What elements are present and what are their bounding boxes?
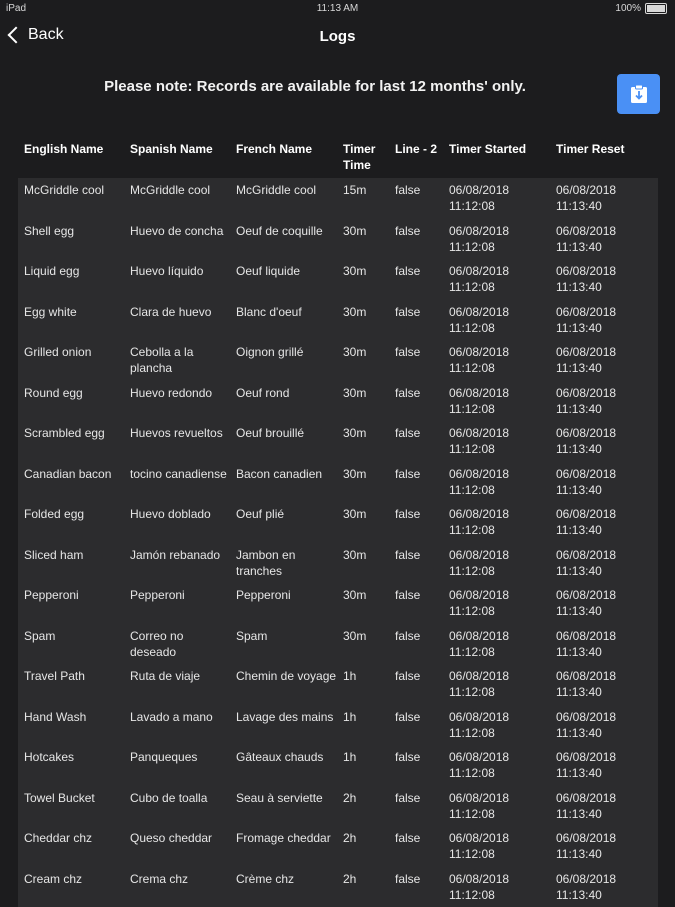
- timer-started-cell: 06/08/2018 11:12:08: [443, 664, 550, 705]
- spanish-name-cell: Crema chz: [124, 867, 230, 907]
- timer-started-header: Timer Started: [443, 138, 550, 178]
- line-2-cell: false: [389, 543, 443, 584]
- french-name-cell: Oignon grillé: [230, 340, 337, 381]
- line-2-cell: false: [389, 867, 443, 907]
- spanish-name-cell: Pepperoni: [124, 583, 230, 624]
- timer-reset-cell: 06/08/2018 11:13:40: [550, 705, 658, 746]
- timer-time-cell: 30m: [337, 502, 389, 543]
- device-label: iPad: [6, 3, 26, 14]
- spanish-name-header: Spanish Name: [124, 138, 230, 178]
- table-row: [18, 259, 658, 300]
- timer-reset-cell: 06/08/2018 11:13:40: [550, 300, 658, 341]
- table-row: [18, 381, 658, 422]
- line-2-cell: false: [389, 300, 443, 341]
- timer-reset-cell: 06/08/2018 11:13:40: [550, 664, 658, 705]
- timer-time-cell: 30m: [337, 340, 389, 381]
- battery-icon: [645, 3, 667, 14]
- timer-reset-cell: 06/08/2018 11:13:40: [550, 462, 658, 503]
- timer-time-cell: 30m: [337, 259, 389, 300]
- table-row: [18, 340, 658, 381]
- timer-time-cell: 30m: [337, 462, 389, 503]
- timer-reset-cell: 06/08/2018 11:13:40: [550, 502, 658, 543]
- english-name-cell: Scrambled egg: [18, 421, 124, 462]
- english-name-cell: Grilled onion: [18, 340, 124, 381]
- timer-time-cell: 15m: [337, 178, 389, 219]
- status-bar: [0, 0, 675, 18]
- status-time: 11:13 AM: [0, 3, 675, 14]
- timer-time-header: Timer Time: [337, 138, 389, 178]
- english-name-cell: Cheddar chz: [18, 826, 124, 867]
- timer-time-cell: 30m: [337, 381, 389, 422]
- timer-time-cell: 2h: [337, 786, 389, 827]
- timer-started-cell: 06/08/2018 11:12:08: [443, 300, 550, 341]
- timer-reset-cell: 06/08/2018 11:13:40: [550, 826, 658, 867]
- spanish-name-cell: Huevos revueltos: [124, 421, 230, 462]
- spanish-name-cell: Cubo de toalla: [124, 786, 230, 827]
- line-2-cell: false: [389, 705, 443, 746]
- french-name-cell: Spam: [230, 624, 337, 665]
- english-name-cell: Hotcakes: [18, 745, 124, 786]
- timer-started-cell: 06/08/2018 11:12:08: [443, 745, 550, 786]
- french-name-cell: Crème chz: [230, 867, 337, 907]
- timer-reset-cell: 06/08/2018 11:13:40: [550, 219, 658, 260]
- timer-started-cell: 06/08/2018 11:12:08: [443, 381, 550, 422]
- navigation-bar: [0, 18, 675, 58]
- line-2-cell: false: [389, 178, 443, 219]
- french-name-cell: Oeuf de coquille: [230, 219, 337, 260]
- english-name-cell: McGriddle cool: [18, 178, 124, 219]
- timer-reset-cell: 06/08/2018 11:13:40: [550, 340, 658, 381]
- table-row: [18, 745, 658, 786]
- spanish-name-cell: Jamón rebanado: [124, 543, 230, 584]
- timer-started-cell: 06/08/2018 11:12:08: [443, 786, 550, 827]
- english-name-cell: Sliced ham: [18, 543, 124, 584]
- timer-started-cell: 06/08/2018 11:12:08: [443, 219, 550, 260]
- timer-started-cell: 06/08/2018 11:12:08: [443, 502, 550, 543]
- timer-time-cell: 1h: [337, 705, 389, 746]
- spanish-name-cell: McGriddle cool: [124, 178, 230, 219]
- timer-started-cell: 06/08/2018 11:12:08: [443, 178, 550, 219]
- line-2-cell: false: [389, 826, 443, 867]
- timer-time-cell: 30m: [337, 219, 389, 260]
- english-name-header: English Name: [18, 138, 124, 178]
- status-right: [615, 3, 667, 14]
- line-2-cell: false: [389, 624, 443, 665]
- english-name-cell: Folded egg: [18, 502, 124, 543]
- french-name-cell: Oeuf plié: [230, 502, 337, 543]
- line-2-cell: false: [389, 340, 443, 381]
- english-name-cell: Canadian bacon: [18, 462, 124, 503]
- timer-time-cell: 30m: [337, 300, 389, 341]
- spanish-name-cell: Queso cheddar: [124, 826, 230, 867]
- french-name-header: French Name: [230, 138, 337, 178]
- french-name-cell: Oeuf liquide: [230, 259, 337, 300]
- table-row: [18, 867, 658, 907]
- timer-reset-cell: 06/08/2018 11:13:40: [550, 259, 658, 300]
- french-name-cell: Pepperoni: [230, 583, 337, 624]
- english-name-cell: Egg white: [18, 300, 124, 341]
- records-note: Please note: Records are available for last 12 months' only.: [0, 78, 630, 95]
- table-row: [18, 462, 658, 503]
- timer-started-cell: 06/08/2018 11:12:08: [443, 867, 550, 907]
- timer-started-cell: 06/08/2018 11:12:08: [443, 543, 550, 584]
- timer-time-cell: 30m: [337, 421, 389, 462]
- spanish-name-cell: Ruta de viaje: [124, 664, 230, 705]
- spanish-name-cell: Huevo líquido: [124, 259, 230, 300]
- english-name-cell: Pepperoni: [18, 583, 124, 624]
- line-2-cell: false: [389, 664, 443, 705]
- french-name-cell: Lavage des mains: [230, 705, 337, 746]
- table-row: [18, 421, 658, 462]
- french-name-cell: Oeuf brouillé: [230, 421, 337, 462]
- line-2-cell: false: [389, 583, 443, 624]
- spanish-name-cell: Huevo redondo: [124, 381, 230, 422]
- english-name-cell: Liquid egg: [18, 259, 124, 300]
- table-row: [18, 624, 658, 665]
- english-name-cell: Round egg: [18, 381, 124, 422]
- french-name-cell: Chemin de voyage: [230, 664, 337, 705]
- spanish-name-cell: Panqueques: [124, 745, 230, 786]
- battery-percent: 100%: [615, 3, 641, 14]
- table-row: [18, 502, 658, 543]
- line-2-cell: false: [389, 462, 443, 503]
- line-2-cell: false: [389, 502, 443, 543]
- timer-started-cell: 06/08/2018 11:12:08: [443, 462, 550, 503]
- table-row: [18, 543, 658, 584]
- line-2-cell: false: [389, 745, 443, 786]
- timer-started-cell: 06/08/2018 11:12:08: [443, 421, 550, 462]
- timer-started-cell: 06/08/2018 11:12:08: [443, 259, 550, 300]
- line-2-cell: false: [389, 381, 443, 422]
- line-2-cell: false: [389, 219, 443, 260]
- logs-table-container[interactable]: [18, 138, 658, 907]
- french-name-cell: Blanc d'oeuf: [230, 300, 337, 341]
- timer-reset-cell: 06/08/2018 11:13:40: [550, 543, 658, 584]
- timer-started-cell: 06/08/2018 11:12:08: [443, 624, 550, 665]
- english-name-cell: Towel Bucket: [18, 786, 124, 827]
- line-2-cell: false: [389, 259, 443, 300]
- spanish-name-cell: Correo no deseado: [124, 624, 230, 665]
- timer-reset-cell: 06/08/2018 11:13:40: [550, 745, 658, 786]
- spanish-name-cell: tocino canadiense: [124, 462, 230, 503]
- timer-time-cell: 2h: [337, 826, 389, 867]
- spanish-name-cell: Cebolla a la plancha: [124, 340, 230, 381]
- timer-time-cell: 30m: [337, 624, 389, 665]
- timer-reset-cell: 06/08/2018 11:13:40: [550, 178, 658, 219]
- french-name-cell: McGriddle cool: [230, 178, 337, 219]
- timer-reset-cell: 06/08/2018 11:13:40: [550, 381, 658, 422]
- table-header-row: [18, 138, 658, 178]
- timer-time-cell: 2h: [337, 867, 389, 907]
- french-name-cell: Jambon en tranches: [230, 543, 337, 584]
- timer-reset-cell: 06/08/2018 11:13:40: [550, 624, 658, 665]
- table-row: [18, 583, 658, 624]
- french-name-cell: Oeuf rond: [230, 381, 337, 422]
- spanish-name-cell: Lavado a mano: [124, 705, 230, 746]
- table-row: [18, 300, 658, 341]
- back-label: Back: [28, 26, 64, 44]
- clipboard-download-icon: [630, 84, 648, 104]
- english-name-cell: Travel Path: [18, 664, 124, 705]
- spanish-name-cell: Clara de huevo: [124, 300, 230, 341]
- timer-reset-cell: 06/08/2018 11:13:40: [550, 786, 658, 827]
- timer-reset-cell: 06/08/2018 11:13:40: [550, 583, 658, 624]
- timer-reset-cell: 06/08/2018 11:13:40: [550, 867, 658, 907]
- timer-reset-header: Timer Reset: [550, 138, 658, 178]
- french-name-cell: Bacon canadien: [230, 462, 337, 503]
- page-title: Logs: [0, 28, 675, 45]
- table-row: [18, 178, 658, 219]
- timer-started-cell: 06/08/2018 11:12:08: [443, 705, 550, 746]
- english-name-cell: Spam: [18, 624, 124, 665]
- french-name-cell: Fromage cheddar: [230, 826, 337, 867]
- table-body: [18, 178, 658, 907]
- table-row: [18, 664, 658, 705]
- english-name-cell: Shell egg: [18, 219, 124, 260]
- logs-table: [18, 138, 658, 907]
- timer-started-cell: 06/08/2018 11:12:08: [443, 583, 550, 624]
- english-name-cell: Cream chz: [18, 867, 124, 907]
- table-row: [18, 826, 658, 867]
- line-2-cell: false: [389, 786, 443, 827]
- english-name-cell: Hand Wash: [18, 705, 124, 746]
- timer-time-cell: 30m: [337, 583, 389, 624]
- line-2-cell: false: [389, 421, 443, 462]
- table-row: [18, 786, 658, 827]
- spanish-name-cell: Huevo de concha: [124, 219, 230, 260]
- timer-time-cell: 1h: [337, 664, 389, 705]
- spanish-name-cell: Huevo doblado: [124, 502, 230, 543]
- timer-started-cell: 06/08/2018 11:12:08: [443, 826, 550, 867]
- timer-time-cell: 1h: [337, 745, 389, 786]
- french-name-cell: Gâteaux chauds: [230, 745, 337, 786]
- line-2-header: Line - 2: [389, 138, 443, 178]
- timer-reset-cell: 06/08/2018 11:13:40: [550, 421, 658, 462]
- timer-time-cell: 30m: [337, 543, 389, 584]
- table-row: [18, 705, 658, 746]
- table-row: [18, 219, 658, 260]
- export-button[interactable]: [617, 74, 660, 114]
- timer-started-cell: 06/08/2018 11:12:08: [443, 340, 550, 381]
- french-name-cell: Seau à serviette: [230, 786, 337, 827]
